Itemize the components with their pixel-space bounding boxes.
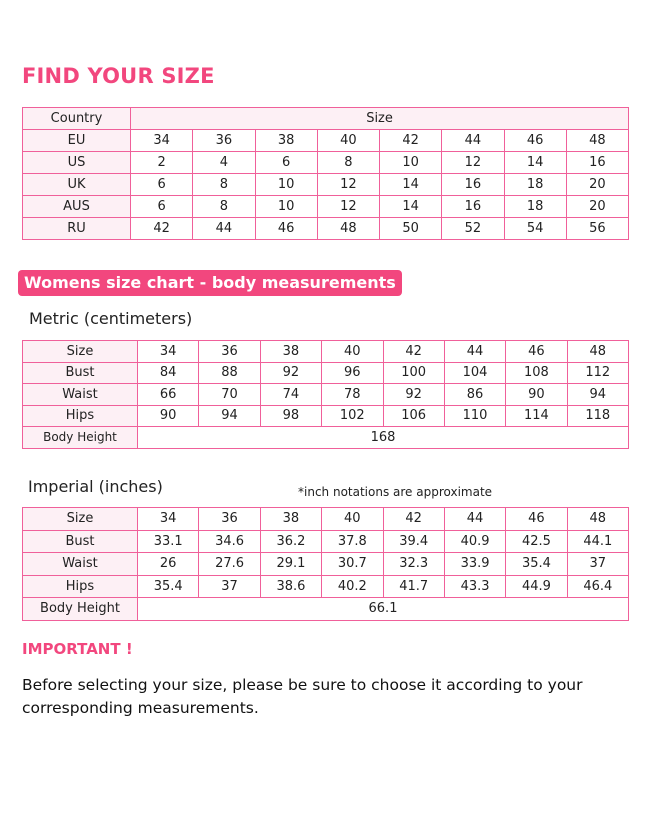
table-row bbox=[23, 405, 629, 427]
row-label: Size bbox=[23, 508, 138, 531]
size-cell: 10 bbox=[380, 152, 442, 174]
size-cell: 48 bbox=[317, 218, 379, 240]
size-cell: 12 bbox=[317, 196, 379, 218]
metric-heading: Metric (centimeters) bbox=[29, 309, 193, 328]
size-cell: 4 bbox=[193, 152, 255, 174]
page-title: FIND YOUR SIZE bbox=[22, 64, 215, 88]
country-column-header: Country bbox=[23, 108, 131, 130]
value-cell: 48 bbox=[567, 508, 628, 531]
table-row bbox=[23, 174, 629, 196]
value-cell: 33.9 bbox=[444, 553, 505, 576]
value-cell: 40.9 bbox=[444, 530, 505, 553]
value-cell: 92 bbox=[260, 362, 321, 384]
table-row bbox=[23, 530, 629, 553]
size-cell: 50 bbox=[380, 218, 442, 240]
value-cell: 48 bbox=[567, 341, 628, 363]
value-cell: 70 bbox=[199, 384, 260, 406]
body-height-value: 168 bbox=[138, 427, 629, 449]
value-cell: 90 bbox=[506, 384, 567, 406]
value-cell: 44 bbox=[444, 341, 505, 363]
value-cell: 92 bbox=[383, 384, 444, 406]
value-cell: 41.7 bbox=[383, 575, 444, 598]
value-cell: 34 bbox=[138, 341, 199, 363]
table-row bbox=[23, 553, 629, 576]
value-cell: 43.3 bbox=[444, 575, 505, 598]
size-cell: 34 bbox=[131, 130, 193, 152]
size-cell: 8 bbox=[193, 196, 255, 218]
country-cell: UK bbox=[23, 174, 131, 196]
value-cell: 36.2 bbox=[260, 530, 321, 553]
size-cell: 42 bbox=[131, 218, 193, 240]
size-cell: 40 bbox=[317, 130, 379, 152]
value-cell: 35.4 bbox=[506, 553, 567, 576]
table-row bbox=[23, 130, 629, 152]
value-cell: 33.1 bbox=[138, 530, 199, 553]
size-cell: 38 bbox=[255, 130, 317, 152]
value-cell: 66 bbox=[138, 384, 199, 406]
size-cell: 44 bbox=[442, 130, 504, 152]
value-cell: 30.7 bbox=[322, 553, 383, 576]
size-cell: 6 bbox=[255, 152, 317, 174]
value-cell: 98 bbox=[260, 405, 321, 427]
table-row bbox=[23, 384, 629, 406]
important-heading: IMPORTANT ! bbox=[22, 640, 133, 658]
size-cell: 14 bbox=[380, 174, 442, 196]
table-row bbox=[23, 508, 629, 531]
approximation-note: *inch notations are approximate bbox=[298, 485, 493, 499]
value-cell: 46 bbox=[506, 341, 567, 363]
value-cell: 40 bbox=[322, 341, 383, 363]
value-cell: 39.4 bbox=[383, 530, 444, 553]
value-cell: 108 bbox=[506, 362, 567, 384]
value-cell: 114 bbox=[506, 405, 567, 427]
size-cell: 16 bbox=[442, 196, 504, 218]
value-cell: 37.8 bbox=[322, 530, 383, 553]
value-cell: 42 bbox=[383, 341, 444, 363]
size-cell: 16 bbox=[566, 152, 628, 174]
row-label: Size bbox=[23, 341, 138, 363]
value-cell: 74 bbox=[260, 384, 321, 406]
row-label: Waist bbox=[23, 384, 138, 406]
value-cell: 40 bbox=[322, 508, 383, 531]
value-cell: 112 bbox=[567, 362, 628, 384]
value-cell: 38.6 bbox=[260, 575, 321, 598]
value-cell: 42 bbox=[383, 508, 444, 531]
body-height-value: 66.1 bbox=[138, 598, 629, 621]
size-cell: 36 bbox=[193, 130, 255, 152]
table-row bbox=[23, 427, 629, 449]
size-table-header-row bbox=[23, 108, 629, 130]
value-cell: 44.1 bbox=[567, 530, 628, 553]
value-cell: 29.1 bbox=[260, 553, 321, 576]
size-cell: 6 bbox=[131, 174, 193, 196]
size-cell: 2 bbox=[131, 152, 193, 174]
value-cell: 84 bbox=[138, 362, 199, 384]
size-cell: 54 bbox=[504, 218, 566, 240]
value-cell: 26 bbox=[138, 553, 199, 576]
size-cell: 6 bbox=[131, 196, 193, 218]
value-cell: 102 bbox=[322, 405, 383, 427]
table-row bbox=[23, 152, 629, 174]
size-cell: 52 bbox=[442, 218, 504, 240]
size-cell: 56 bbox=[566, 218, 628, 240]
table-row bbox=[23, 218, 629, 240]
imperial-measurements-table bbox=[22, 507, 629, 621]
value-cell: 78 bbox=[322, 384, 383, 406]
value-cell: 27.6 bbox=[199, 553, 260, 576]
body-height-label: Body Height bbox=[23, 598, 138, 621]
size-cell: 8 bbox=[193, 174, 255, 196]
size-cell: 20 bbox=[566, 174, 628, 196]
size-cell: 10 bbox=[255, 196, 317, 218]
size-column-header: Size bbox=[131, 108, 629, 130]
table-row bbox=[23, 598, 629, 621]
value-cell: 90 bbox=[138, 405, 199, 427]
table-row bbox=[23, 362, 629, 384]
row-label: Waist bbox=[23, 553, 138, 576]
size-cell: 8 bbox=[317, 152, 379, 174]
row-label: Hips bbox=[23, 405, 138, 427]
table-row bbox=[23, 196, 629, 218]
table-row bbox=[23, 341, 629, 363]
value-cell: 46.4 bbox=[567, 575, 628, 598]
size-cell: 12 bbox=[317, 174, 379, 196]
value-cell: 96 bbox=[322, 362, 383, 384]
size-conversion-table bbox=[22, 107, 629, 240]
size-cell: 46 bbox=[504, 130, 566, 152]
size-cell: 18 bbox=[504, 174, 566, 196]
size-cell: 16 bbox=[442, 174, 504, 196]
value-cell: 32.3 bbox=[383, 553, 444, 576]
value-cell: 94 bbox=[199, 405, 260, 427]
row-label: Bust bbox=[23, 530, 138, 553]
country-cell: EU bbox=[23, 130, 131, 152]
size-cell: 14 bbox=[380, 196, 442, 218]
value-cell: 94 bbox=[567, 384, 628, 406]
value-cell: 110 bbox=[444, 405, 505, 427]
value-cell: 118 bbox=[567, 405, 628, 427]
value-cell: 46 bbox=[506, 508, 567, 531]
size-cell: 46 bbox=[255, 218, 317, 240]
size-cell: 48 bbox=[566, 130, 628, 152]
country-cell: US bbox=[23, 152, 131, 174]
body-height-label: Body Height bbox=[23, 427, 138, 449]
value-cell: 38 bbox=[260, 341, 321, 363]
size-cell: 18 bbox=[504, 196, 566, 218]
imperial-heading: Imperial (inches) bbox=[28, 477, 163, 496]
value-cell: 44 bbox=[444, 508, 505, 531]
value-cell: 34 bbox=[138, 508, 199, 531]
value-cell: 35.4 bbox=[138, 575, 199, 598]
country-cell: RU bbox=[23, 218, 131, 240]
value-cell: 100 bbox=[383, 362, 444, 384]
important-note: Before selecting your size, please be sure to choose it according to your corresponding measurements. bbox=[22, 676, 583, 717]
size-cell: 42 bbox=[380, 130, 442, 152]
value-cell: 42.5 bbox=[506, 530, 567, 553]
value-cell: 37 bbox=[199, 575, 260, 598]
size-cell: 12 bbox=[442, 152, 504, 174]
table-row bbox=[23, 575, 629, 598]
value-cell: 88 bbox=[199, 362, 260, 384]
value-cell: 34.6 bbox=[199, 530, 260, 553]
value-cell: 44.9 bbox=[506, 575, 567, 598]
size-cell: 20 bbox=[566, 196, 628, 218]
metric-measurements-table bbox=[22, 340, 629, 449]
value-cell: 86 bbox=[444, 384, 505, 406]
value-cell: 36 bbox=[199, 508, 260, 531]
value-cell: 36 bbox=[199, 341, 260, 363]
row-label: Hips bbox=[23, 575, 138, 598]
size-cell: 10 bbox=[255, 174, 317, 196]
size-cell: 14 bbox=[504, 152, 566, 174]
value-cell: 40.2 bbox=[322, 575, 383, 598]
row-label: Bust bbox=[23, 362, 138, 384]
value-cell: 106 bbox=[383, 405, 444, 427]
value-cell: 37 bbox=[567, 553, 628, 576]
value-cell: 104 bbox=[444, 362, 505, 384]
body-measurements-banner: Womens size chart - body measurements bbox=[18, 270, 402, 296]
value-cell: 38 bbox=[260, 508, 321, 531]
size-cell: 44 bbox=[193, 218, 255, 240]
country-cell: AUS bbox=[23, 196, 131, 218]
